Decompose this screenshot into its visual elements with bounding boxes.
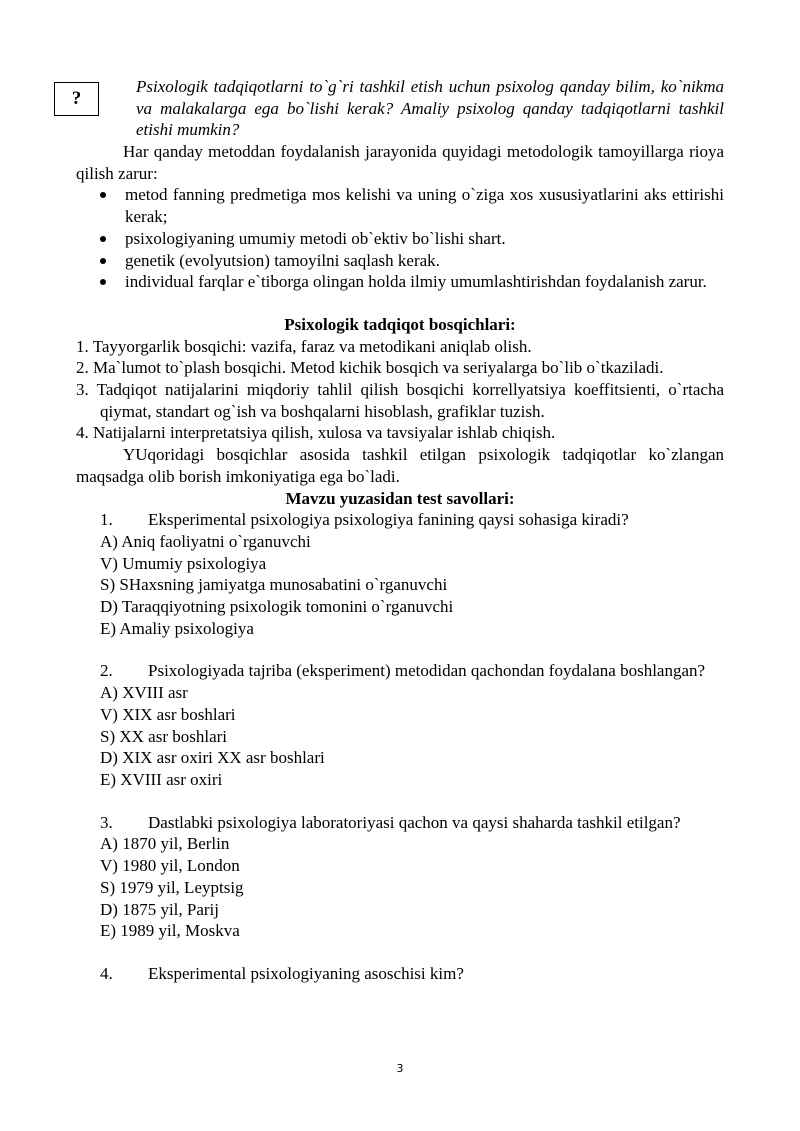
principle-item <box>76 184 724 227</box>
question-row <box>76 509 724 531</box>
question-number: 3. <box>100 812 113 832</box>
answer-option: S) XX asr boshlari <box>100 726 228 746</box>
question-text: Psixologiyada tajriba (eksperiment) metodidan qachondan foydalana boshlangan? <box>148 661 706 681</box>
principle-item <box>76 250 724 272</box>
principle-text: psixologiyaning umumiy metodi ob`ektiv bo`lishi shart. <box>125 228 506 248</box>
question-text: Dastlabki psixologiya laboratoriyasi qachon va qaysi shaharda tashkil etilgan? <box>148 812 681 832</box>
test-heading: Mavzu yuzasidan test savollari: <box>285 488 515 508</box>
answer-option: D) Taraqqiyotning psixologik tomonini o`rganuvchi <box>100 597 454 617</box>
principle-item <box>76 228 724 250</box>
spacer <box>76 293 724 314</box>
bullet-icon <box>100 192 106 198</box>
stage-item: 2. Ma`lumot to`plash bosqichi. Metod kichik bosqich va seriyalarga bo`lib o`tkaziladi. <box>76 358 664 378</box>
question-number: 4. <box>100 963 113 983</box>
principles-list <box>76 184 724 293</box>
answer-option: A) XVIII asr <box>100 683 188 703</box>
test-question <box>76 963 724 985</box>
stages-conclusion: YUqoridagi bosqichlar asosida tashkil etilgan psixologik tadqiqotlar ko`zlangan maqsadga olib borish imkoniyatiga ega bo`ladi. <box>76 445 724 486</box>
principle-text: genetik (evolyutsion) tamoyilni saqlash kerak. <box>125 250 440 270</box>
page-number: 3 <box>396 1062 404 1075</box>
question-text: Eksperimental psixologiyaning asoschisi kim? <box>148 963 464 983</box>
question-number: 2. <box>100 661 113 681</box>
answer-option: A) 1870 yil, Berlin <box>100 834 230 854</box>
question-callout-text: Psixologik tadqiqotlarni to`g`ri tashkil etish uchun psixolog qanday bilim, ko`nikma va malakalarga ega bo`lishi kerak? Amaliy psixolog qanday tadqiqotlarni tashkil etishi mumkin? <box>136 77 724 140</box>
test-question <box>76 509 724 639</box>
principle-text: individual farqlar e`tiborga olingan holda ilmiy umumlashtirishdan foydalanish zarur. <box>125 272 707 292</box>
question-mark-box: ? <box>54 82 99 116</box>
answer-option: A) Aniq faoliyatni o`rganuvchi <box>100 531 311 551</box>
answer-option: V) Umumiy psixologiya <box>100 553 267 573</box>
answer-option: S) 1979 yil, Leyptsig <box>100 877 244 897</box>
stage-item: 4. Natijalarni interpretatsiya qilish, xulosa va tavsiyalar ishlab chiqish. <box>76 423 556 443</box>
stages-list <box>76 336 724 445</box>
principle-text: metod fanning predmetiga mos kelishi va uning o`ziga xos xususiyatlarini aks ettirishi kerak; <box>125 185 724 227</box>
question-row <box>76 812 724 834</box>
bullet-icon <box>100 279 106 285</box>
question-callout <box>71 76 724 141</box>
bullet-icon <box>100 236 106 242</box>
answer-option: E) 1989 yil, Moskva <box>100 921 240 941</box>
spacer <box>76 791 724 812</box>
test-question <box>76 812 724 942</box>
question-row <box>76 660 724 682</box>
spacer <box>76 942 724 963</box>
spacer <box>76 639 724 660</box>
answer-option: E) Amaliy psixologiya <box>100 618 254 638</box>
answer-option: D) 1875 yil, Parij <box>100 899 219 919</box>
bullet-icon <box>100 258 106 264</box>
test-question <box>76 660 724 790</box>
question-row <box>76 963 724 985</box>
stages-heading: Psixologik tadqiqot bosqichlari: <box>284 314 516 334</box>
stage-item: 3. Tadqiqot natijalarini miqdoriy tahlil qilish bosqichi korrellyatsiya koeffitsienti, o`rtacha qiymat, standart og`ish va boshqalarni hisoblash, grafiklar tuzish. <box>76 380 724 421</box>
stage-item: 1. Tayyorgarlik bosqichi: vazifa, faraz va metodikani aniqlab olish. <box>76 336 532 356</box>
question-number: 1. <box>100 510 113 530</box>
intro-paragraph: Har qanday metoddan foydalanish jarayonida quyidagi metodologik tamoyillarga rioya qilish zarur: <box>76 142 724 183</box>
answer-option: E) XVIII asr oxiri <box>100 769 223 789</box>
answer-option: V) XIX asr boshlari <box>100 704 236 724</box>
principle-item <box>76 271 724 293</box>
answer-option: V) 1980 yil, London <box>100 856 240 876</box>
answer-option: S) SHaxsning jamiyatga munosabatini o`rganuvchi <box>100 575 448 595</box>
document-page <box>71 76 724 985</box>
answer-option: D) XIX asr oxiri XX asr boshlari <box>100 748 325 768</box>
question-text: Eksperimental psixologiya psixologiya fanining qaysi sohasiga kiradi? <box>148 510 629 530</box>
